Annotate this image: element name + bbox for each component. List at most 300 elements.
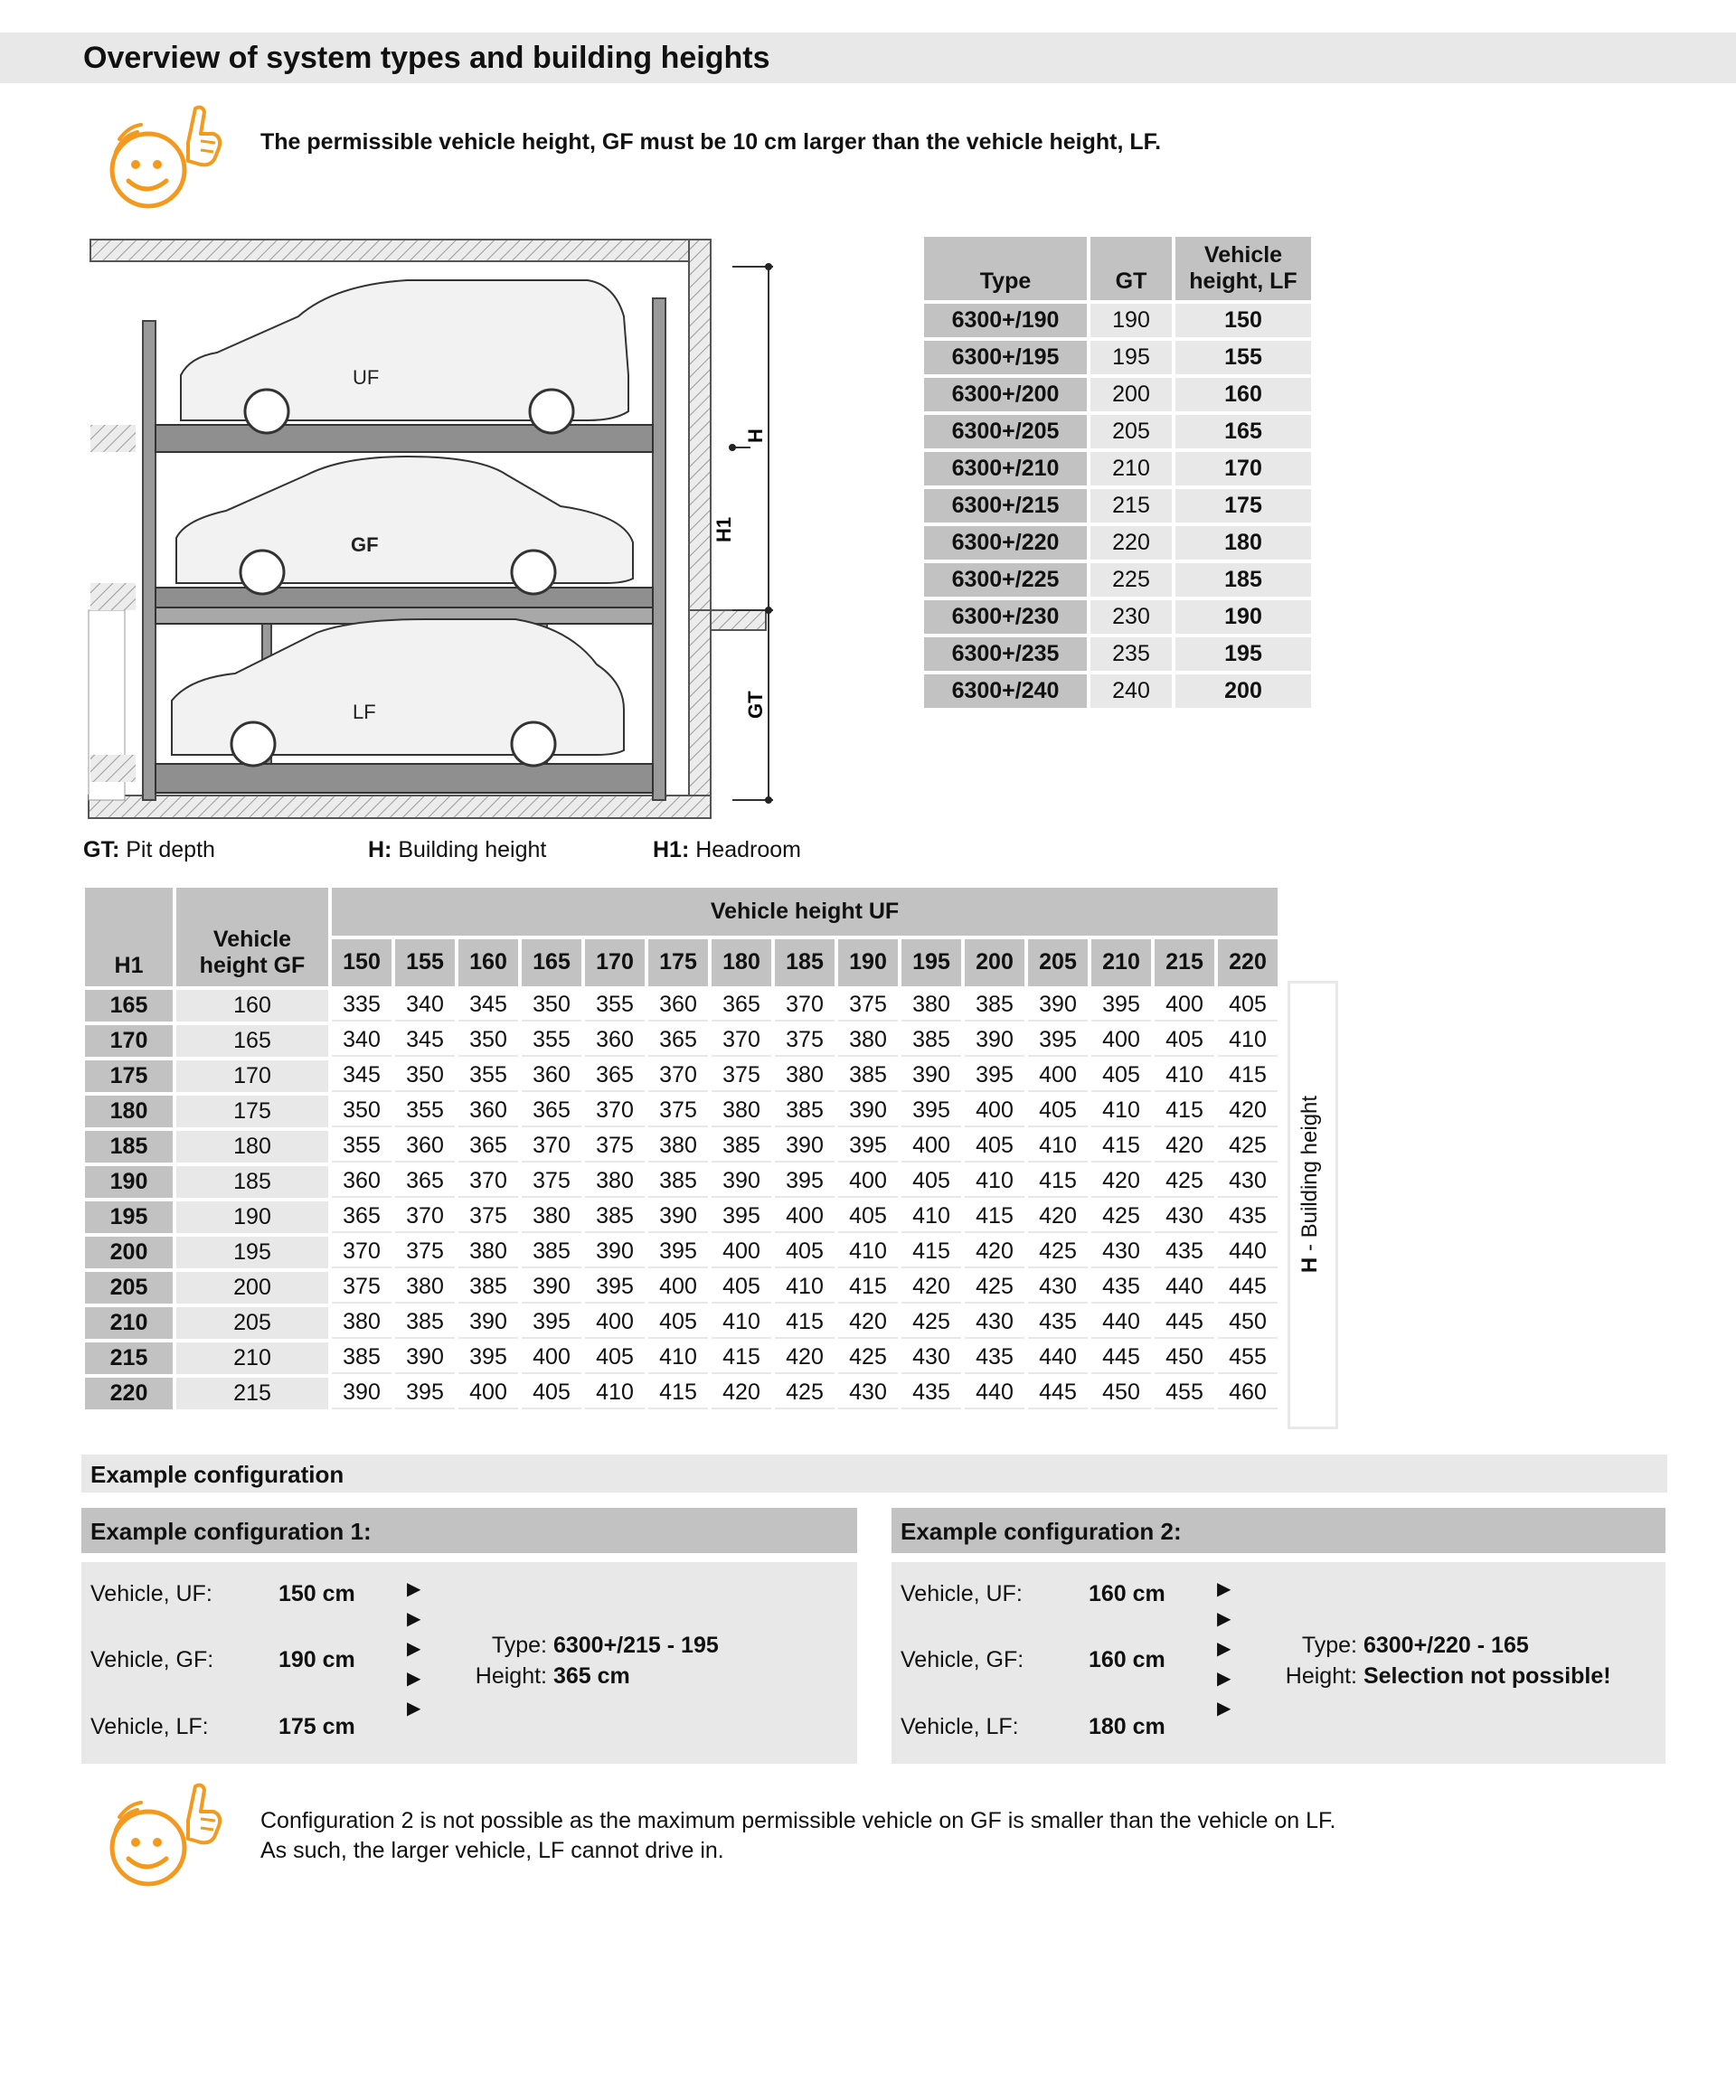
building-height-cell: 405 (712, 1272, 771, 1304)
type-table-row (924, 378, 1311, 411)
building-height-cell: 395 (1091, 990, 1151, 1022)
building-height-cell: 385 (522, 1237, 581, 1268)
building-height-cell: 440 (1028, 1342, 1088, 1374)
building-height-cell: 395 (965, 1060, 1024, 1092)
gt-cell: 210 (1090, 452, 1172, 485)
h1-cell: 200 (85, 1237, 173, 1268)
building-height-cell: 395 (395, 1378, 455, 1409)
config1-arrows: ▶ ▶ ▶ ▶ ▶ (407, 1579, 421, 1719)
config2-title-bar: Example configuration 2: (892, 1508, 1665, 1553)
building-height-cell: 425 (901, 1307, 961, 1339)
table-row (85, 1166, 1278, 1198)
type-cell: 6300+/205 (924, 415, 1087, 448)
building-height-cell: 405 (838, 1201, 898, 1233)
config1-title-bar: Example configuration 1: (81, 1508, 857, 1553)
config2-gf-label: Vehicle, GF: (901, 1647, 1024, 1672)
building-height-cell: 450 (1155, 1342, 1214, 1374)
lf-label: LF (353, 701, 376, 723)
building-height-cell: 370 (648, 1060, 708, 1092)
gf-cell: 200 (176, 1272, 328, 1304)
building-height-cell: 385 (458, 1272, 518, 1304)
table-row (85, 1272, 1278, 1304)
building-height-cell: 380 (775, 1060, 835, 1092)
building-height-cell: 385 (838, 1060, 898, 1092)
lf-header: Vehicle height, LF (1175, 237, 1311, 300)
building-height-cell: 355 (332, 1131, 392, 1163)
building-height-cell: 400 (965, 1096, 1024, 1127)
type-cell: 6300+/220 (924, 526, 1087, 560)
building-height-cell: 390 (838, 1096, 898, 1127)
building-height-cell: 445 (1028, 1378, 1088, 1409)
building-height-cell: 430 (1155, 1201, 1214, 1233)
building-height-cell: 425 (1218, 1131, 1278, 1163)
building-height-cell: 365 (648, 1025, 708, 1057)
smiley-hint-icon (101, 101, 228, 219)
type-cell: 6300+/225 (924, 563, 1087, 597)
building-height-cell: 425 (1028, 1237, 1088, 1268)
type-table-row (924, 304, 1311, 337)
building-height-cell: 430 (965, 1307, 1024, 1339)
building-height-cell: 345 (458, 990, 518, 1022)
building-height-cell: 415 (1218, 1060, 1278, 1092)
building-height-side-label: H - Building height (1297, 1095, 1322, 1274)
lf-cell: 160 (1175, 378, 1311, 411)
building-height-cell: 370 (712, 1025, 771, 1057)
building-height-cell: 355 (585, 990, 645, 1022)
building-height-cell: 395 (585, 1272, 645, 1304)
h1-cell: 190 (85, 1166, 173, 1198)
building-height-cell: 350 (395, 1060, 455, 1092)
building-height-cell: 370 (585, 1096, 645, 1127)
type-table (920, 233, 1315, 711)
building-height-cell: 390 (648, 1201, 708, 1233)
building-height-cell: 420 (1091, 1166, 1151, 1198)
type-cell: 6300+/190 (924, 304, 1087, 337)
building-height-cell: 410 (585, 1378, 645, 1409)
building-height-cell: 340 (395, 990, 455, 1022)
building-height-cell: 380 (458, 1237, 518, 1268)
gt-cell: 190 (1090, 304, 1172, 337)
type-table-row (924, 489, 1311, 523)
lf-cell: 150 (1175, 304, 1311, 337)
building-height-cell: 380 (585, 1166, 645, 1198)
building-height-cell: 435 (1028, 1307, 1088, 1339)
building-height-cell: 435 (1155, 1237, 1214, 1268)
building-height-cell: 430 (1028, 1272, 1088, 1304)
building-height-cell: 410 (838, 1237, 898, 1268)
building-height-cell: 395 (522, 1307, 581, 1339)
table-row (85, 1060, 1278, 1092)
legend-gt: GT: Pit depth (83, 837, 215, 862)
building-height-cell: 415 (775, 1307, 835, 1339)
building-height-cell: 375 (712, 1060, 771, 1092)
building-height-cell: 390 (901, 1060, 961, 1092)
building-height-cell: 400 (712, 1237, 771, 1268)
uf-value-header: 190 (838, 939, 898, 987)
building-height-cell: 405 (775, 1237, 835, 1268)
building-height-cell: 375 (332, 1272, 392, 1304)
gf-cell: 170 (176, 1060, 328, 1092)
building-height-cell: 400 (775, 1201, 835, 1233)
building-height-cell: 380 (395, 1272, 455, 1304)
building-height-cell: 410 (775, 1272, 835, 1304)
building-height-cell: 420 (775, 1342, 835, 1374)
building-height-cell: 445 (1091, 1342, 1151, 1374)
uf-value-header: 185 (775, 939, 835, 987)
building-height-cell: 370 (332, 1237, 392, 1268)
building-height-cell: 430 (901, 1342, 961, 1374)
gf-cell: 185 (176, 1166, 328, 1198)
gt-cell: 235 (1090, 637, 1172, 671)
building-height-cell: 375 (648, 1096, 708, 1127)
building-height-cell: 435 (965, 1342, 1024, 1374)
table-row (85, 1307, 1278, 1339)
gt-cell: 230 (1090, 600, 1172, 634)
building-height-cell: 380 (522, 1201, 581, 1233)
type-cell: 6300+/200 (924, 378, 1087, 411)
building-height-cell: 435 (1218, 1201, 1278, 1233)
building-height-cell: 390 (585, 1237, 645, 1268)
uf-value-header: 165 (522, 939, 581, 987)
gf-column-header: Vehicle height GF (176, 888, 328, 986)
building-height-cell: 385 (712, 1131, 771, 1163)
building-height-cell: 415 (1028, 1166, 1088, 1198)
gf-cell: 160 (176, 990, 328, 1022)
type-header: Type (924, 237, 1087, 300)
building-height-cell: 405 (901, 1166, 961, 1198)
table-row (85, 1131, 1278, 1163)
building-height-cell: 420 (901, 1272, 961, 1304)
h1-dimension-label: H1 (712, 516, 735, 542)
building-height-cell: 410 (1218, 1025, 1278, 1057)
building-height-cell: 415 (712, 1342, 771, 1374)
permissible-height-note: The permissible vehicle height, GF must be 10 cm larger than the vehicle height, LF. (260, 129, 1162, 155)
building-height-cell: 400 (458, 1378, 518, 1409)
h1-cell: 180 (85, 1096, 173, 1127)
building-height-cell: 390 (965, 1025, 1024, 1057)
building-height-cell: 440 (965, 1378, 1024, 1409)
lf-cell: 155 (1175, 341, 1311, 374)
building-height-cell: 355 (458, 1060, 518, 1092)
config1-uf-label: Vehicle, UF: (90, 1581, 212, 1606)
building-height-cell: 415 (838, 1272, 898, 1304)
building-height-cell: 365 (395, 1166, 455, 1198)
building-height-cell: 440 (1091, 1307, 1151, 1339)
h1-cell: 170 (85, 1025, 173, 1057)
type-table-row (924, 415, 1311, 448)
uf-value-header: 205 (1028, 939, 1088, 987)
lf-cell: 185 (1175, 563, 1311, 597)
h1-cell: 185 (85, 1131, 173, 1163)
building-height-cell: 375 (522, 1166, 581, 1198)
building-height-cell: 395 (648, 1237, 708, 1268)
building-height-cell: 355 (522, 1025, 581, 1057)
building-height-cell: 375 (775, 1025, 835, 1057)
building-height-cell: 415 (901, 1237, 961, 1268)
h1-cell: 195 (85, 1201, 173, 1233)
type-table-row (924, 600, 1311, 634)
config1-panel (81, 1562, 857, 1764)
building-height-cell: 365 (585, 1060, 645, 1092)
type-table-row (924, 674, 1311, 708)
building-height-cell: 395 (775, 1166, 835, 1198)
uf-value-header: 210 (1091, 939, 1151, 987)
gt-dimension-label: GT (744, 691, 767, 719)
building-height-cell: 435 (901, 1378, 961, 1409)
building-height-cell: 390 (395, 1342, 455, 1374)
config2-lf-value: 180 cm (1089, 1714, 1165, 1739)
type-cell: 6300+/230 (924, 600, 1087, 634)
building-height-cell: 430 (1091, 1237, 1151, 1268)
gt-cell: 215 (1090, 489, 1172, 523)
building-height-cell: 400 (838, 1166, 898, 1198)
type-cell: 6300+/240 (924, 674, 1087, 708)
building-height-cell: 400 (522, 1342, 581, 1374)
building-height-cell: 380 (838, 1025, 898, 1057)
building-height-cell: 455 (1218, 1342, 1278, 1374)
uf-group-header: Vehicle height UF (332, 888, 1278, 936)
table-row (85, 1201, 1278, 1233)
gf-cell: 175 (176, 1096, 328, 1127)
example-configuration-header: Example configuration (81, 1455, 1667, 1493)
gf-cell: 190 (176, 1201, 328, 1233)
building-height-cell: 430 (1218, 1166, 1278, 1198)
type-table-row (924, 452, 1311, 485)
building-height-cell: 385 (775, 1096, 835, 1127)
uf-value-header: 180 (712, 939, 771, 987)
building-height-cell: 360 (522, 1060, 581, 1092)
type-cell: 6300+/235 (924, 637, 1087, 671)
gf-cell: 205 (176, 1307, 328, 1339)
config1-lf-value: 175 cm (278, 1714, 355, 1739)
config2-gf-value: 160 cm (1089, 1647, 1165, 1672)
building-height-cell: 385 (585, 1201, 645, 1233)
lf-cell: 190 (1175, 600, 1311, 634)
building-height-table (81, 884, 1281, 1413)
building-height-cell: 390 (458, 1307, 518, 1339)
gf-cell: 210 (176, 1342, 328, 1374)
building-height-cell: 365 (458, 1131, 518, 1163)
building-height-cell: 350 (458, 1025, 518, 1057)
building-height-cell: 350 (332, 1096, 392, 1127)
lf-cell: 170 (1175, 452, 1311, 485)
page-title: Overview of system types and building heights (83, 41, 770, 75)
building-height-cell: 395 (838, 1131, 898, 1163)
building-height-cell: 390 (1028, 990, 1088, 1022)
building-height-cell: 435 (1091, 1272, 1151, 1304)
building-height-cell: 380 (712, 1096, 771, 1127)
building-height-cell: 355 (395, 1096, 455, 1127)
uf-value-header: 220 (1218, 939, 1278, 987)
gf-cell: 180 (176, 1131, 328, 1163)
building-height-cell: 430 (838, 1378, 898, 1409)
building-height-cell: 400 (585, 1307, 645, 1339)
building-height-cell: 400 (1091, 1025, 1151, 1057)
building-height-cell: 420 (838, 1307, 898, 1339)
config2-panel (892, 1562, 1665, 1764)
building-height-cell: 360 (585, 1025, 645, 1057)
building-height-cell: 420 (1155, 1131, 1214, 1163)
uf-value-header: 175 (648, 939, 708, 987)
building-height-cell: 425 (1091, 1201, 1151, 1233)
building-height-cell: 370 (458, 1166, 518, 1198)
building-height-cell: 400 (901, 1131, 961, 1163)
gf-cell: 215 (176, 1378, 328, 1409)
building-height-cell: 390 (522, 1272, 581, 1304)
note-line-1: Configuration 2 is not possible as the maximum permissible vehicle on GF is smaller than the vehicle on LF. (260, 1808, 1336, 1833)
config1-uf-value: 150 cm (278, 1581, 355, 1606)
building-height-cell: 420 (1028, 1201, 1088, 1233)
building-height-cell: 360 (332, 1166, 392, 1198)
uf-value-header: 200 (965, 939, 1024, 987)
config2-result: Type: 6300+/220 - 165 Height: Selection not possible! (1285, 1633, 1611, 1689)
gt-cell: 240 (1090, 674, 1172, 708)
gt-cell: 220 (1090, 526, 1172, 560)
h1-cell: 165 (85, 990, 173, 1022)
building-height-cell: 390 (775, 1131, 835, 1163)
building-height-cell: 410 (1091, 1096, 1151, 1127)
config2-uf-value: 160 cm (1089, 1581, 1165, 1606)
building-height-cell: 450 (1218, 1307, 1278, 1339)
building-height-cell: 425 (775, 1378, 835, 1409)
building-height-cell: 420 (1218, 1096, 1278, 1127)
building-height-cell: 415 (1155, 1096, 1214, 1127)
table-row (85, 1025, 1278, 1057)
lf-cell: 180 (1175, 526, 1311, 560)
table-row (85, 1096, 1278, 1127)
gt-cell: 195 (1090, 341, 1172, 374)
gt-cell: 225 (1090, 563, 1172, 597)
lf-cell: 165 (1175, 415, 1311, 448)
config1-result: Type: 6300+/215 - 195 Height: 365 cm (475, 1633, 719, 1689)
smiley-hint-icon-bottom (101, 1779, 228, 1897)
building-height-cell: 365 (712, 990, 771, 1022)
building-height-cell: 390 (332, 1378, 392, 1409)
building-height-cell: 400 (648, 1272, 708, 1304)
uf-value-header: 155 (395, 939, 455, 987)
lf-cell: 195 (1175, 637, 1311, 671)
building-height-cell: 390 (712, 1166, 771, 1198)
building-height-cell: 405 (1155, 1025, 1214, 1057)
building-height-cell: 455 (1155, 1378, 1214, 1409)
uf-value-header: 170 (585, 939, 645, 987)
uf-value-header: 160 (458, 939, 518, 987)
building-height-cell: 380 (648, 1131, 708, 1163)
h1-cell: 220 (85, 1378, 173, 1409)
h1-cell: 205 (85, 1272, 173, 1304)
building-height-cell: 345 (332, 1060, 392, 1092)
uf-label: UF (353, 366, 380, 389)
building-height-cell: 335 (332, 990, 392, 1022)
building-height-cell: 450 (1091, 1378, 1151, 1409)
gf-cell: 165 (176, 1025, 328, 1057)
building-height-cell: 425 (838, 1342, 898, 1374)
building-height-cell: 370 (522, 1131, 581, 1163)
building-height-cell: 405 (585, 1342, 645, 1374)
config1-lf-label: Vehicle, LF: (90, 1714, 209, 1739)
lf-cell: 200 (1175, 674, 1311, 708)
building-height-cell: 460 (1218, 1378, 1278, 1409)
config2-uf-label: Vehicle, UF: (901, 1581, 1023, 1606)
building-height-cell: 360 (648, 990, 708, 1022)
building-height-cell: 420 (712, 1378, 771, 1409)
building-height-cell: 380 (901, 990, 961, 1022)
building-height-cell: 415 (1091, 1131, 1151, 1163)
config2-lf-label: Vehicle, LF: (901, 1714, 1019, 1739)
gf-label: GF (351, 533, 379, 556)
config1-gf-label: Vehicle, GF: (90, 1647, 214, 1672)
config2-arrows: ▶ ▶ ▶ ▶ ▶ (1217, 1579, 1231, 1719)
table-row (85, 1237, 1278, 1268)
building-height-cell: 445 (1218, 1272, 1278, 1304)
building-height-cell: 360 (395, 1131, 455, 1163)
building-height-cell: 405 (648, 1307, 708, 1339)
h1-cell: 210 (85, 1307, 173, 1339)
gt-header: GT (1090, 237, 1172, 300)
building-height-cell: 375 (585, 1131, 645, 1163)
building-height-cell: 405 (522, 1378, 581, 1409)
building-height-cell: 400 (1155, 990, 1214, 1022)
uf-value-header: 195 (901, 939, 961, 987)
building-height-cell: 410 (1155, 1060, 1214, 1092)
building-height-cell: 370 (395, 1201, 455, 1233)
building-height-cell: 350 (522, 990, 581, 1022)
type-table-row (924, 526, 1311, 560)
building-height-cell: 410 (965, 1166, 1024, 1198)
building-height-cell: 385 (901, 1025, 961, 1057)
building-height-cell: 415 (965, 1201, 1024, 1233)
building-height-cell: 395 (1028, 1025, 1088, 1057)
building-height-cell: 340 (332, 1025, 392, 1057)
note-line-2: As such, the larger vehicle, LF cannot drive in. (260, 1838, 724, 1863)
h1-cell: 175 (85, 1060, 173, 1092)
config1-gf-value: 190 cm (278, 1647, 355, 1672)
uf-value-header: 215 (1155, 939, 1214, 987)
building-height-cell: 415 (648, 1378, 708, 1409)
gf-cell: 195 (176, 1237, 328, 1268)
building-height-cell: 405 (1218, 990, 1278, 1022)
building-height-cell: 445 (1155, 1307, 1214, 1339)
building-height-cell: 360 (458, 1096, 518, 1127)
type-cell: 6300+/210 (924, 452, 1087, 485)
type-table-row (924, 637, 1311, 671)
building-height-cell: 410 (712, 1307, 771, 1339)
building-height-cell: 410 (901, 1201, 961, 1233)
building-height-cell: 365 (332, 1201, 392, 1233)
building-height-cell: 370 (775, 990, 835, 1022)
building-height-cell: 440 (1155, 1272, 1214, 1304)
building-height-cell: 395 (901, 1096, 961, 1127)
h-dimension-label: H (744, 428, 767, 443)
parking-system-diagram (81, 231, 787, 827)
type-table-row (924, 341, 1311, 374)
building-height-cell: 395 (458, 1342, 518, 1374)
lf-cell: 175 (1175, 489, 1311, 523)
legend-h1: H1: Headroom (653, 837, 801, 862)
type-cell: 6300+/215 (924, 489, 1087, 523)
building-height-cell: 385 (395, 1307, 455, 1339)
uf-value-header: 150 (332, 939, 392, 987)
gt-cell: 205 (1090, 415, 1172, 448)
building-height-cell: 385 (965, 990, 1024, 1022)
building-height-cell: 405 (1091, 1060, 1151, 1092)
configuration-2-note (260, 1806, 1335, 1866)
building-height-cell: 375 (395, 1237, 455, 1268)
building-height-cell: 440 (1218, 1237, 1278, 1268)
type-cell: 6300+/195 (924, 341, 1087, 374)
building-height-cell: 365 (522, 1096, 581, 1127)
building-height-cell: 400 (1028, 1060, 1088, 1092)
